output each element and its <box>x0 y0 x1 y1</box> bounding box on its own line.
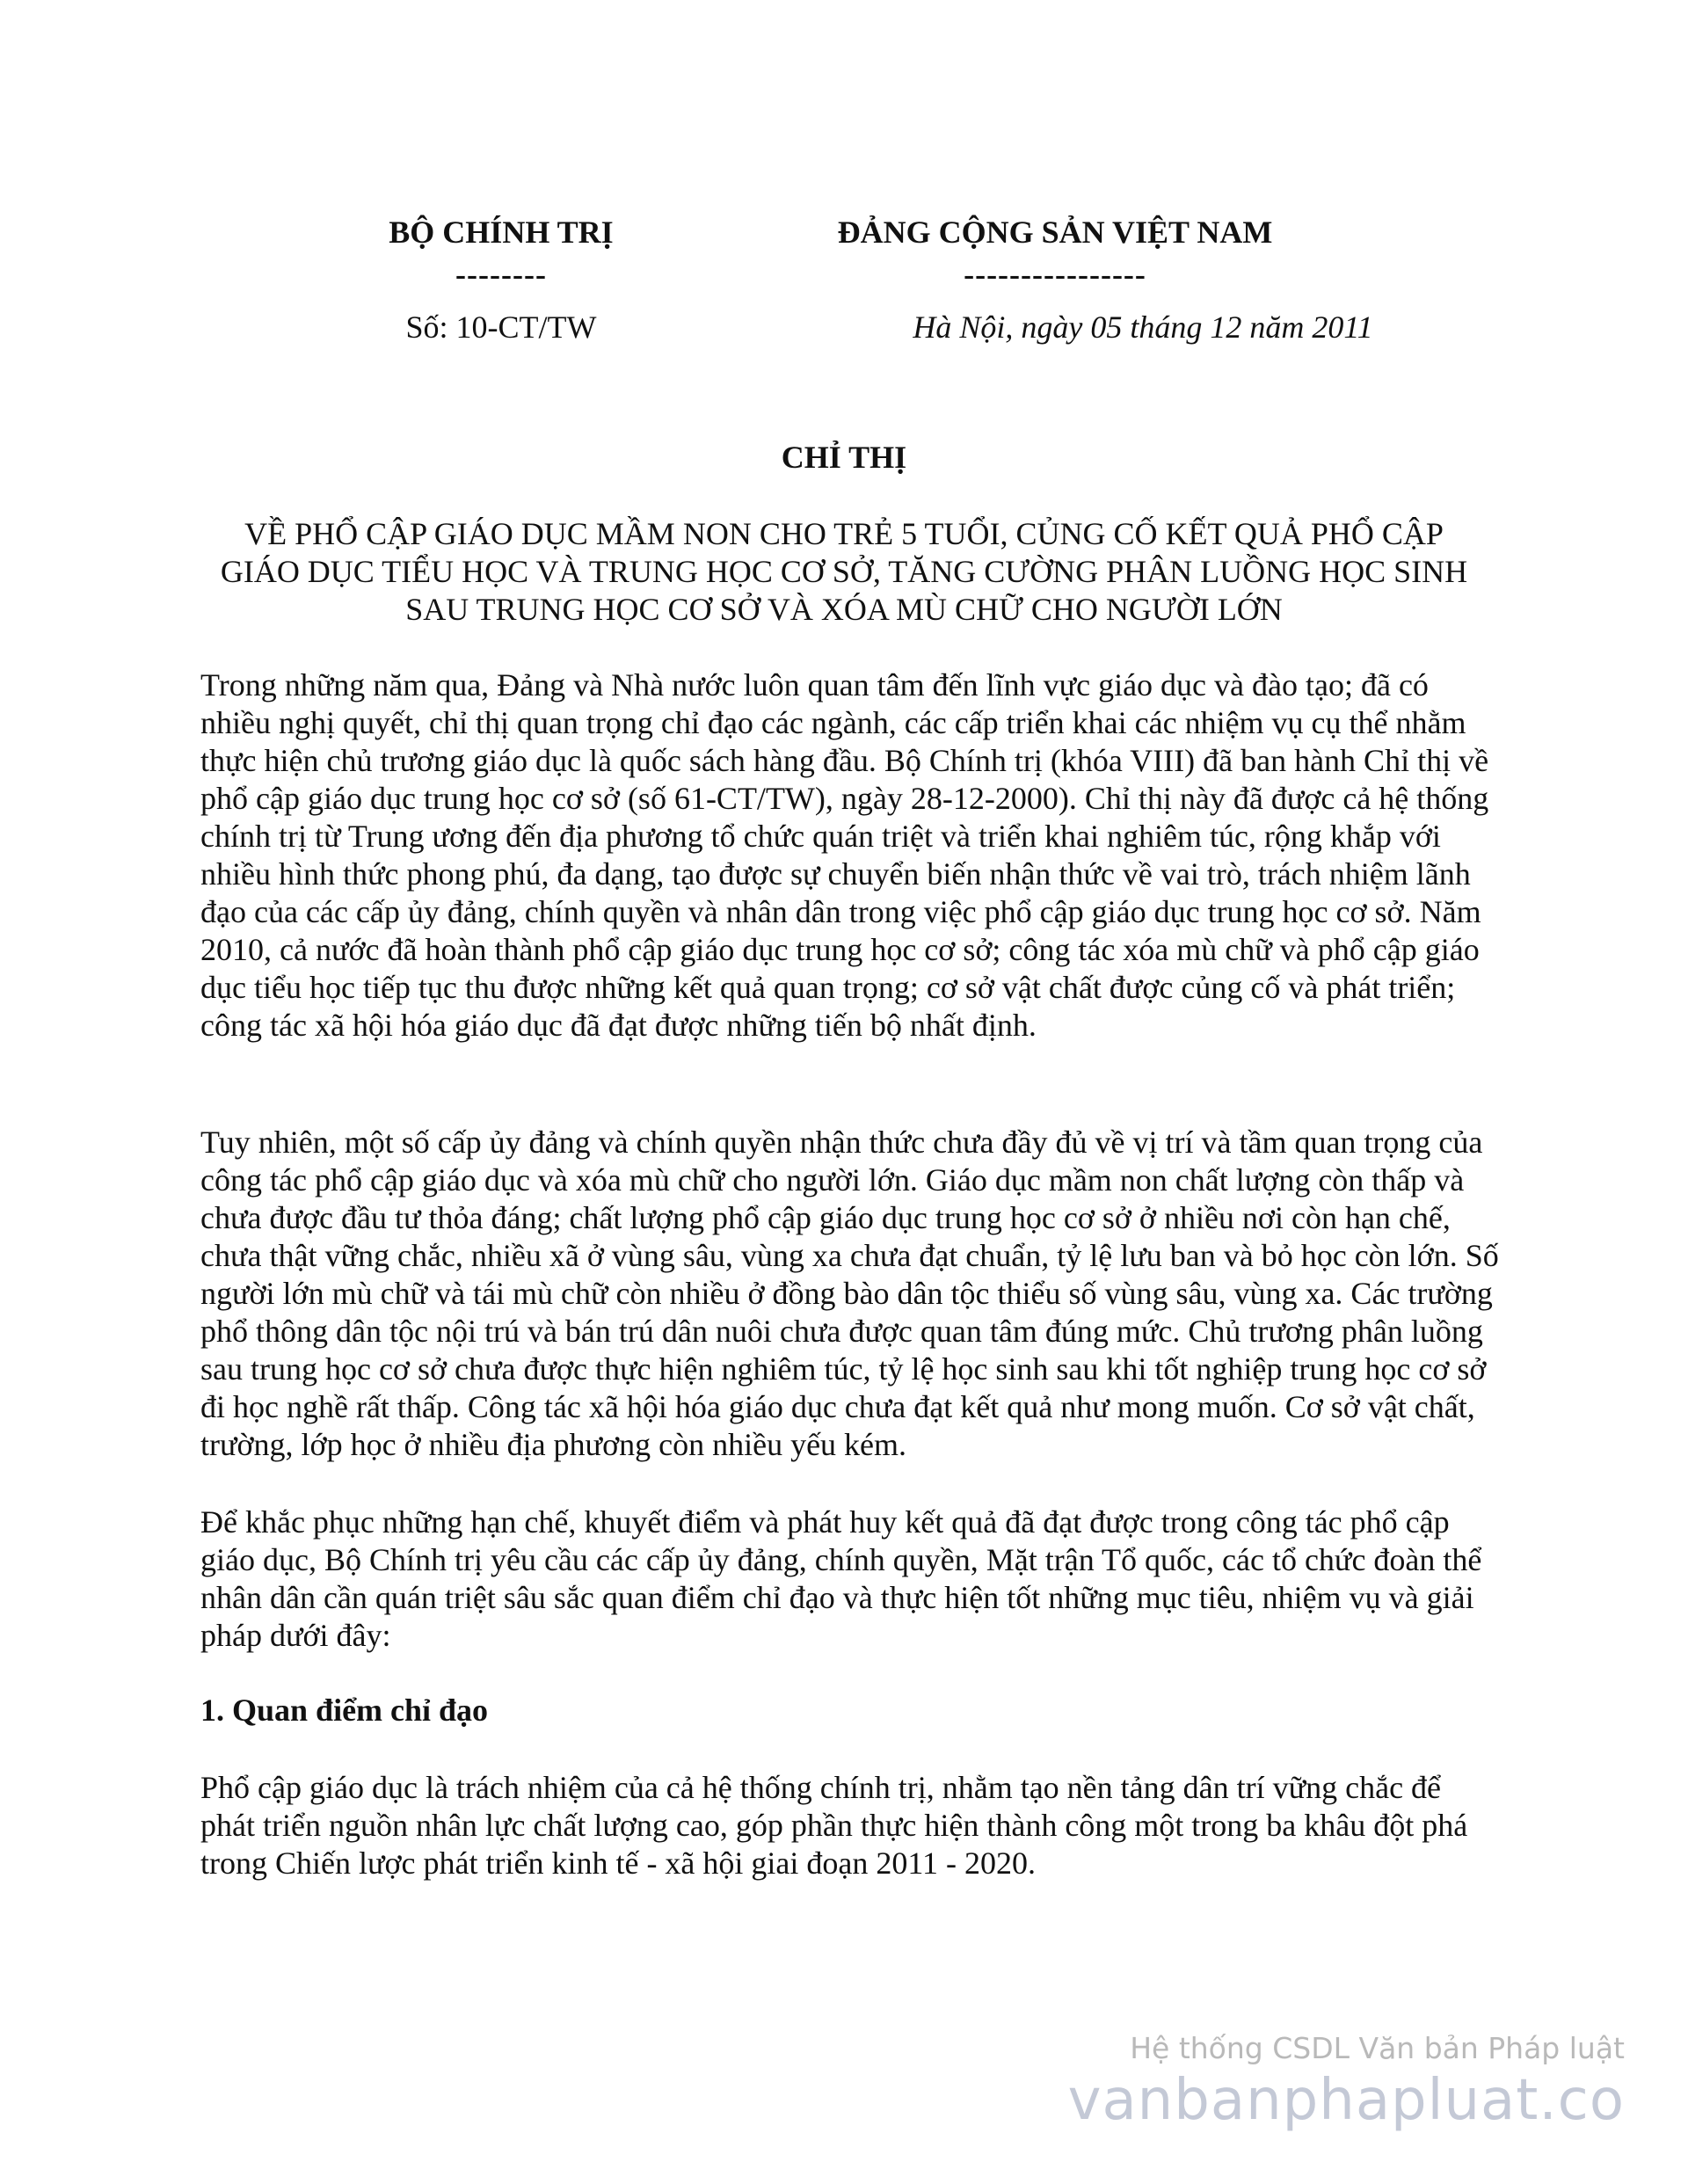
watermark <box>1068 2029 1625 2133</box>
document-type-title: CHỈ THỊ <box>781 440 907 475</box>
body-paragraph: Trong những năm qua, Đảng và Nhà nước luôn quan tâm đến lĩnh vực giáo dục và đào tạo; đã có nhiều nghị quyết, chỉ thị quan trọng chỉ đạo các ngành, các cấp triển khai các nhiệm vụ cụ thể nhằm thực hiện chủ trương giáo dục là quốc sách hàng đầu. Bộ Chính trị (khóa VIII) đã ban hành Chỉ thị về phổ cập giáo dục trung học cơ sở (số 61-CT/TW), ngày 28-12-2000). Chỉ thị này đã được cả hệ thống chính trị từ Trung ương đến địa phương tổ chức quán triệt và triển khai nghiêm túc, rộng khắp với nhiều hình thức phong phú, đa dạng, tạo được sự chuyển biến nhận thức về vai trò, trách nhiệm lãnh đạo của các cấp ủy đảng, chính quyền và nhân dân trong việc phổ cập giáo dục trung học cơ sở. Năm 2010, cả nước đã hoàn thành phổ cập giáo dục trung học cơ sở; công tác xóa mù chữ và phổ cập giáo dục tiểu học tiếp tục thu được những kết quả quan trọng; cơ sở vật chất được củng cố và phát triển; công tác xã hội hóa giáo dục đã đạt được những tiến bộ nhất định. <box>200 667 1489 1043</box>
document-date: Hà Nội, ngày 05 tháng 12 năm 2011 <box>913 309 1373 345</box>
watermark-caption: Hệ thống CSDL Văn bản Pháp luật <box>1130 2031 1625 2065</box>
party-block <box>703 211 1407 295</box>
body-paragraph: Phổ cập giáo dục là trách nhiệm của cả hệ thống chính trị, nhằm tạo nền tảng dân trí vững chắc để phát triển nguồn nhân lực chất lượng cao, góp phần thực hiện thành công một trong ba khâu đột phá trong Chiến lược phát triển kinh tế - xã hội giai đoạn 2011 - 2020. <box>200 1770 1468 1881</box>
issuer-name: BỘ CHÍNH TRỊ <box>389 215 614 250</box>
section-heading: 1. Quan điểm chỉ đạo <box>200 1693 489 1728</box>
party-name: ĐẢNG CỘNG SẢN VIỆT NAM <box>837 215 1273 250</box>
document-subject: VỀ PHỔ CẬP GIÁO DỤC MẦM NON CHO TRẺ 5 TUỔI, CỦNG CỐ KẾT QUẢ PHỔ CẬP GIÁO DỤC TIỂU HỌC VÀ TRUNG HỌC CƠ SỞ, TĂNG CƯỜNG PHÂN LUỒNG HỌC SINH SAU TRUNG HỌC CƠ SỞ VÀ XÓA MÙ CHỮ CHO NGƯỜI LỚN <box>220 516 1468 627</box>
watermark-site: vanbanphapluat.co <box>1067 2068 1625 2133</box>
document-number: Số: 10-CT/TW <box>405 309 597 345</box>
party-rule: ---------------- <box>964 257 1146 292</box>
issuer-rule: -------- <box>455 257 547 292</box>
body-paragraph: Để khắc phục những hạn chế, khuyết điểm và phát huy kết quả đã đạt được trong công tác phổ cập giáo dục, Bộ Chính trị yêu cầu các cấp ủy đảng, chính quyền, Mặt trận Tổ quốc, các tổ chức đoàn thể nhân dân cần quán triệt sâu sắc quan điểm chỉ đạo và thực hiện tốt những mục tiêu, nhiệm vụ và giải pháp dưới đây: <box>200 1504 1482 1653</box>
body-paragraph: Tuy nhiên, một số cấp ủy đảng và chính quyền nhận thức chưa đầy đủ về vị trí và tầm quan trọng của công tác phổ cập giáo dục và xóa mù chữ cho người lớn. Giáo dục mầm non chất lượng còn thấp và chưa được đầu tư thỏa đáng; chất lượng phổ cập giáo dục trung học cơ sở ở nhiều nơi còn hạn chế, chưa thật vững chắc, nhiều xã ở vùng sâu, vùng xa chưa đạt chuẩn, tỷ lệ lưu ban và bỏ học còn lớn. Số người lớn mù chữ và tái mù chữ còn nhiều ở đồng bào dân tộc thiểu số vùng sâu, vùng xa. Các trường phổ thông dân tộc nội trú và bán trú dân nuôi chưa được quan tâm đúng mức. Chủ trương phân luồng sau trung học cơ sở chưa được thực hiện nghiêm túc, tỷ lệ học sinh sau khi tốt nghiệp trung học cơ sở đi học nghề rất thấp. Công tác xã hội hóa giáo dục chưa đạt kết quả như mong muốn. Cơ sở vật chất, trường, lớp học ở nhiều địa phương còn nhiều yếu kém. <box>200 1125 1499 1462</box>
